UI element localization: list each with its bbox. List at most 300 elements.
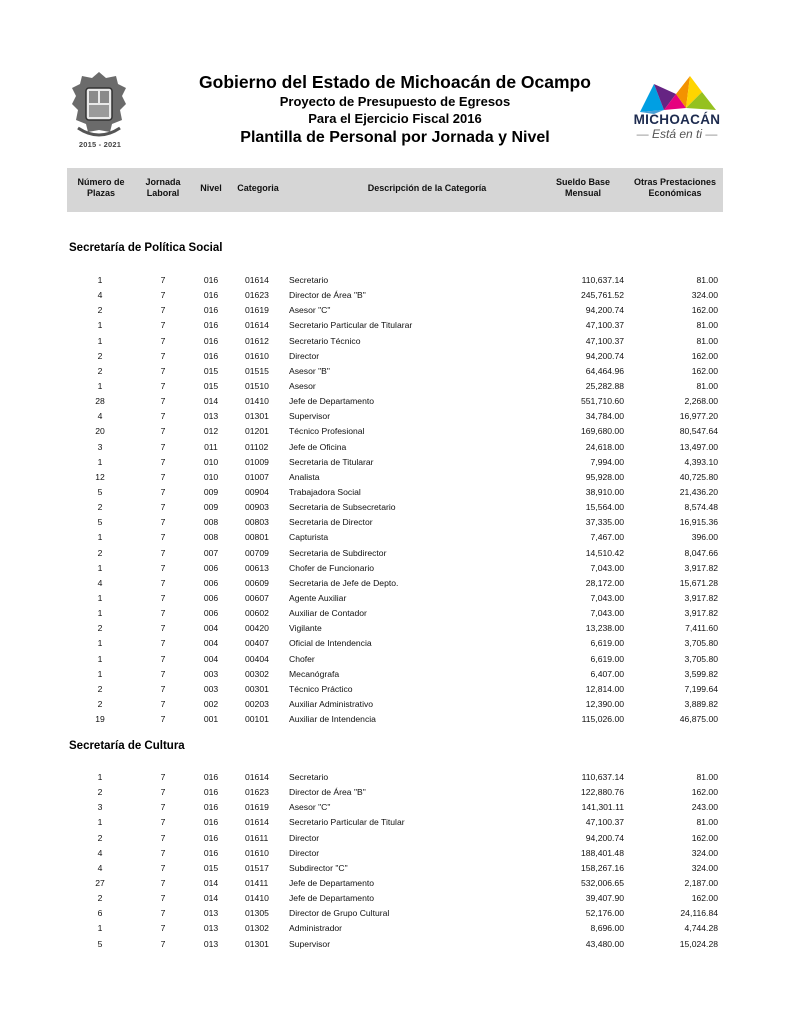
cell-plazas: 3 <box>97 802 103 813</box>
cell-plazas: 2 <box>97 698 103 709</box>
table-row <box>0 591 791 606</box>
table-row <box>0 530 791 545</box>
cell-jornada: 7 <box>160 653 166 664</box>
cell-descripcion: Supervisor <box>289 411 331 422</box>
cell-nivel: 004 <box>203 623 219 634</box>
cell-jornada: 7 <box>160 426 166 437</box>
cell-categoria: 01619 <box>245 802 269 813</box>
cell-descripcion: Chofer de Funcionario <box>289 562 375 573</box>
cell-jornada: 7 <box>160 893 166 904</box>
cell-jornada: 7 <box>160 698 166 709</box>
cell-descripcion: Auxiliar Administrativo <box>289 698 374 709</box>
cell-nivel: 016 <box>203 275 219 285</box>
cell-otras: 15,024.28 <box>679 938 718 949</box>
cell-nivel: 016 <box>203 787 219 798</box>
cell-descripcion: Trabajadora Social <box>289 486 361 497</box>
cell-nivel: 016 <box>203 802 219 813</box>
cell-otras: 16,915.36 <box>679 517 718 528</box>
page-subtitle-budget: Proyecto de Presupuesto de Egresos <box>279 94 511 109</box>
cell-otras: 13,497.00 <box>679 441 718 452</box>
cell-categoria: 00101 <box>245 714 269 725</box>
cell-categoria: 01517 <box>245 862 269 873</box>
cell-otras: 162.00 <box>691 832 718 843</box>
cell-nivel: 013 <box>203 908 219 919</box>
cell-otras: 81.00 <box>696 320 718 331</box>
cell-descripcion: Secretario <box>289 275 329 285</box>
cell-descripcion: Director <box>289 350 320 361</box>
cell-jornada: 7 <box>160 668 166 679</box>
cell-plazas: 20 <box>95 426 105 437</box>
cell-descripcion: Vigilante <box>289 623 322 634</box>
cell-jornada: 7 <box>160 532 166 543</box>
page-subtitle-staff: Plantilla de Personal por Jornada y Nivel <box>240 129 550 146</box>
cell-nivel: 016 <box>203 847 219 858</box>
cell-nivel: 006 <box>203 592 219 603</box>
cell-sueldo: 6,619.00 <box>590 638 624 649</box>
cell-sueldo: 532,006.65 <box>580 877 624 888</box>
logo-dash-left: — <box>636 127 652 141</box>
cell-sueldo: 52,176.00 <box>585 908 624 919</box>
cell-descripcion: Secretaria de Subdirector <box>289 547 387 558</box>
cell-otras: 324.00 <box>691 847 718 858</box>
cell-otras: 7,411.60 <box>685 623 718 634</box>
cell-nivel: 003 <box>203 683 219 694</box>
cell-otras: 3,705.80 <box>684 638 718 649</box>
cell-descripcion: Secretario Particular de Titular <box>289 817 405 828</box>
cell-otras: 81.00 <box>696 275 718 285</box>
cell-categoria: 01009 <box>245 456 269 467</box>
cell-categoria: 01610 <box>245 847 269 858</box>
cell-jornada: 7 <box>160 608 166 619</box>
cell-nivel: 015 <box>203 862 219 873</box>
table-row <box>0 424 791 439</box>
table-row <box>0 921 791 936</box>
table-row <box>0 697 791 712</box>
table-row <box>0 394 791 409</box>
cell-descripcion: Técnico Profesional <box>289 426 365 437</box>
cell-descripcion: Secretario Técnico <box>289 335 361 346</box>
table-row <box>0 379 791 394</box>
cell-jornada: 7 <box>160 772 166 782</box>
cell-sueldo: 47,100.37 <box>585 817 624 828</box>
cell-sueldo: 7,043.00 <box>590 562 624 573</box>
cell-nivel: 016 <box>203 832 219 843</box>
table-row <box>0 288 791 303</box>
cell-plazas: 1 <box>97 456 103 467</box>
cell-sueldo: 141,301.11 <box>581 802 624 813</box>
cell-plazas: 12 <box>95 471 105 482</box>
cell-categoria: 00904 <box>245 486 269 497</box>
table-row <box>0 334 791 349</box>
cell-jornada: 7 <box>160 335 166 346</box>
cell-descripcion: Analista <box>289 471 320 482</box>
cell-sueldo: 38,910.00 <box>585 486 624 497</box>
cell-nivel: 002 <box>203 698 219 709</box>
cell-nivel: 004 <box>203 638 219 649</box>
table-row <box>0 470 791 485</box>
table-row <box>0 800 791 815</box>
cell-jornada: 7 <box>160 847 166 858</box>
column-plazas: Número de Plazas <box>77 177 125 198</box>
cell-jornada: 7 <box>160 547 166 558</box>
cell-descripcion: Secretario Particular de Titularar <box>289 320 413 331</box>
cell-nivel: 016 <box>203 350 219 361</box>
table-row <box>0 712 791 727</box>
table-row <box>0 785 791 800</box>
table-row <box>0 364 791 379</box>
cell-plazas: 2 <box>97 893 103 904</box>
cell-sueldo: 7,043.00 <box>590 608 624 619</box>
cell-descripcion: Administrador <box>289 923 343 934</box>
cell-descripcion: Técnico Práctico <box>289 683 353 694</box>
cell-plazas: 2 <box>97 683 103 694</box>
cell-jornada: 7 <box>160 486 166 497</box>
cell-descripcion: Auxiliar de Intendencia <box>289 714 376 725</box>
cell-categoria: 00420 <box>245 623 269 634</box>
cell-plazas: 3 <box>97 441 103 452</box>
table-row <box>0 576 791 591</box>
cell-jornada: 7 <box>160 623 166 634</box>
cell-nivel: 011 <box>204 441 218 452</box>
cell-jornada: 7 <box>160 923 166 934</box>
table-row <box>0 876 791 891</box>
cell-descripcion: Capturista <box>289 532 329 543</box>
cell-plazas: 1 <box>97 275 103 285</box>
cell-nivel: 009 <box>203 502 219 513</box>
table-row <box>0 318 791 333</box>
table-row <box>0 621 791 636</box>
cell-sueldo: 115,026.00 <box>581 714 624 725</box>
cell-plazas: 1 <box>97 668 103 679</box>
cell-categoria: 00609 <box>245 577 269 588</box>
cell-descripcion: Secretaria de Subsecretario <box>289 502 396 513</box>
column-jornada: Jornada Laboral <box>145 177 181 198</box>
cell-descripcion: Mecanógrafa <box>289 668 340 679</box>
cell-jornada: 7 <box>160 305 166 316</box>
cell-nivel: 008 <box>203 532 219 543</box>
cell-categoria: 00203 <box>245 698 269 709</box>
document-header <box>170 72 620 148</box>
cell-sueldo: 47,100.37 <box>585 335 624 346</box>
table-row <box>0 515 791 530</box>
cell-jornada: 7 <box>160 517 166 528</box>
cell-sueldo: 94,200.74 <box>585 305 624 316</box>
cell-descripcion: Asesor "B" <box>289 365 330 376</box>
cell-sueldo: 7,467.00 <box>590 532 624 543</box>
cell-otras: 8,047.66 <box>684 547 718 558</box>
cell-jornada: 7 <box>160 862 166 873</box>
table-row <box>0 455 791 470</box>
cell-plazas: 4 <box>97 290 103 301</box>
cell-otras: 3,917.82 <box>684 608 718 619</box>
cell-categoria: 01623 <box>245 290 269 301</box>
cell-categoria: 00801 <box>245 532 269 543</box>
cell-descripcion: Asesor <box>289 380 316 391</box>
cell-nivel: 016 <box>203 817 219 828</box>
cell-jornada: 7 <box>160 290 166 301</box>
cell-descripcion: Jefe de Departamento <box>289 877 375 888</box>
cell-descripcion: Director de Área "B" <box>289 787 366 798</box>
cell-categoria: 01410 <box>245 396 269 407</box>
cell-otras: 162.00 <box>691 305 718 316</box>
cell-otras: 3,917.82 <box>684 592 718 603</box>
cell-jornada: 7 <box>160 577 166 588</box>
cell-sueldo: 110,637.14 <box>581 275 624 285</box>
cell-descripcion: Secretaria de Jefe de Depto. <box>289 577 399 588</box>
cell-categoria: 01614 <box>245 817 269 828</box>
cell-otras: 81.00 <box>696 335 718 346</box>
cell-plazas: 1 <box>97 335 103 346</box>
cell-otras: 24,116.84 <box>680 908 718 919</box>
cell-descripcion: Director <box>289 847 320 858</box>
table-row <box>0 500 791 515</box>
column-sueldo: Sueldo Base Mensual <box>555 177 611 198</box>
cell-plazas: 1 <box>97 320 103 331</box>
cell-descripcion: Asesor "C" <box>289 802 331 813</box>
table-row <box>0 682 791 697</box>
cell-sueldo: 110,637.14 <box>581 772 624 782</box>
table-row <box>0 546 791 561</box>
cell-jornada: 7 <box>160 938 166 949</box>
cell-sueldo: 25,282.88 <box>585 380 624 391</box>
cell-plazas: 1 <box>97 592 103 603</box>
cell-categoria: 01305 <box>245 908 269 919</box>
cell-sueldo: 94,200.74 <box>585 832 624 843</box>
table-row <box>0 561 791 576</box>
cell-descripcion: Secretario <box>289 772 329 782</box>
cell-nivel: 010 <box>203 456 219 467</box>
cell-sueldo: 43,480.00 <box>585 938 624 949</box>
table-column-header <box>67 168 723 212</box>
cell-categoria: 01007 <box>245 471 269 482</box>
column-otras: Otras Prestaciones Económicas <box>633 177 717 198</box>
cell-nivel: 016 <box>203 772 219 782</box>
cell-jornada: 7 <box>160 380 166 391</box>
cell-plazas: 1 <box>97 653 103 664</box>
cell-categoria: 01614 <box>245 275 269 285</box>
cell-categoria: 01510 <box>245 380 269 391</box>
cell-otras: 3,917.82 <box>684 562 718 573</box>
cell-descripcion: Director de Grupo Cultural <box>289 908 390 919</box>
table-row <box>0 906 791 921</box>
cell-jornada: 7 <box>160 320 166 331</box>
cell-plazas: 6 <box>97 908 103 919</box>
cell-otras: 162.00 <box>691 350 718 361</box>
cell-nivel: 003 <box>203 668 219 679</box>
cell-categoria: 01302 <box>245 923 269 934</box>
section-title-cultura: Secretaría de Cultura <box>69 740 185 752</box>
cell-jornada: 7 <box>160 832 166 843</box>
cell-nivel: 015 <box>203 380 219 391</box>
cell-otras: 4,744.28 <box>684 923 718 934</box>
cell-sueldo: 24,618.00 <box>585 441 624 452</box>
cell-plazas: 4 <box>97 847 103 858</box>
cell-categoria: 00803 <box>245 517 269 528</box>
cell-jornada: 7 <box>160 592 166 603</box>
cell-jornada: 7 <box>160 471 166 482</box>
table-row <box>0 667 791 682</box>
cell-categoria: 00903 <box>245 502 269 513</box>
cell-otras: 7,199.64 <box>684 683 718 694</box>
cell-jornada: 7 <box>160 802 166 813</box>
cell-descripcion: Supervisor <box>289 938 331 949</box>
cell-jornada: 7 <box>160 456 166 467</box>
cell-categoria: 01612 <box>245 335 269 346</box>
cell-sueldo: 8,696.00 <box>590 923 624 934</box>
cell-sueldo: 39,407.90 <box>585 893 624 904</box>
cell-plazas: 5 <box>97 486 103 497</box>
cell-nivel: 014 <box>203 893 219 904</box>
cell-plazas: 1 <box>97 532 103 543</box>
cell-categoria: 01201 <box>245 426 269 437</box>
section-rows-politica-social <box>0 273 791 727</box>
page-title: Gobierno del Estado de Michoacán de Ocampo <box>199 72 591 92</box>
table-row <box>0 861 791 876</box>
cell-sueldo: 158,267.16 <box>580 862 624 873</box>
cell-plazas: 1 <box>97 608 103 619</box>
cell-otras: 3,889.82 <box>684 698 718 709</box>
cell-categoria: 01614 <box>245 320 269 331</box>
cell-categoria: 01301 <box>245 411 269 422</box>
table-row <box>0 349 791 364</box>
cell-descripcion: Oficial de Intendencia <box>289 638 372 649</box>
section-title-politica-social: Secretaría de Política Social <box>69 242 223 254</box>
cell-plazas: 1 <box>97 562 103 573</box>
cell-otras: 46,875.00 <box>679 714 718 725</box>
cell-sueldo: 47,100.37 <box>585 320 624 331</box>
cell-sueldo: 28,172.00 <box>585 577 624 588</box>
cell-nivel: 015 <box>203 365 219 376</box>
cell-otras: 81.00 <box>696 772 718 782</box>
cell-jornada: 7 <box>160 908 166 919</box>
cell-nivel: 016 <box>203 335 219 346</box>
cell-nivel: 008 <box>203 517 219 528</box>
cell-plazas: 1 <box>97 772 103 782</box>
cell-otras: 4,393.10 <box>684 456 718 467</box>
cell-descripcion: Jefe de Departamento <box>289 893 375 904</box>
cell-otras: 324.00 <box>691 862 718 873</box>
table-row <box>0 606 791 621</box>
cell-nivel: 013 <box>203 938 219 949</box>
cell-jornada: 7 <box>160 787 166 798</box>
cell-categoria: 01611 <box>245 832 269 843</box>
cell-plazas: 1 <box>97 923 103 934</box>
table-row <box>0 937 791 952</box>
cell-otras: 3,599.82 <box>684 668 718 679</box>
cell-jornada: 7 <box>160 411 166 422</box>
cell-categoria: 01614 <box>245 772 269 782</box>
cell-nivel: 013 <box>203 411 219 422</box>
table-row <box>0 636 791 651</box>
cell-sueldo: 34,784.00 <box>585 411 624 422</box>
cell-descripcion: Secretaria de Titularar <box>289 456 374 467</box>
cell-nivel: 001 <box>203 714 219 725</box>
cell-plazas: 28 <box>95 396 105 407</box>
cell-jornada: 7 <box>160 877 166 888</box>
cell-jornada: 7 <box>160 714 166 725</box>
cell-descripcion: Director de Área "B" <box>289 290 366 301</box>
cell-categoria: 00407 <box>245 638 269 649</box>
section-rows-cultura <box>0 770 791 952</box>
cell-sueldo: 12,814.00 <box>585 683 624 694</box>
cell-jornada: 7 <box>160 817 166 828</box>
cell-otras: 243.00 <box>691 802 718 813</box>
cell-plazas: 2 <box>97 623 103 634</box>
logo-tagline <box>624 127 730 141</box>
cell-nivel: 013 <box>203 923 219 934</box>
cell-jornada: 7 <box>160 396 166 407</box>
cell-categoria: 00301 <box>245 683 269 694</box>
cell-plazas: 4 <box>97 411 103 422</box>
cell-categoria: 01411 <box>245 877 269 888</box>
cell-descripcion: Secretaria de Director <box>289 517 373 528</box>
cell-nivel: 016 <box>203 320 219 331</box>
cell-otras: 21,436.20 <box>679 486 718 497</box>
cell-nivel: 014 <box>203 877 219 888</box>
cell-sueldo: 94,200.74 <box>585 350 624 361</box>
logo-dash-right: — <box>702 127 718 141</box>
cell-jornada: 7 <box>160 365 166 376</box>
cell-nivel: 004 <box>203 653 219 664</box>
table-row <box>0 303 791 318</box>
cell-descripcion: Agente Auxiliar <box>289 592 347 603</box>
cell-jornada: 7 <box>160 441 166 452</box>
cell-categoria: 01610 <box>245 350 269 361</box>
cell-categoria: 00613 <box>245 562 269 573</box>
cell-plazas: 2 <box>97 547 103 558</box>
cell-descripcion: Jefe de Departamento <box>289 396 375 407</box>
cell-nivel: 010 <box>203 471 219 482</box>
logo-wordmark: MICHOACÁN <box>633 112 721 127</box>
cell-descripcion: Asesor "C" <box>289 305 331 316</box>
logo-tagline-text: Está en ti <box>651 127 703 141</box>
table-row <box>0 485 791 500</box>
table-row <box>0 440 791 455</box>
cell-nivel: 006 <box>203 608 219 619</box>
cell-otras: 40,725.80 <box>679 471 718 482</box>
cell-categoria: 00709 <box>245 547 269 558</box>
cell-plazas: 2 <box>97 832 103 843</box>
cell-categoria: 01301 <box>245 938 269 949</box>
cell-plazas: 1 <box>97 638 103 649</box>
cell-categoria: 00607 <box>245 592 269 603</box>
cell-sueldo: 551,710.60 <box>580 396 624 407</box>
table-row <box>0 891 791 906</box>
cell-sueldo: 37,335.00 <box>585 517 624 528</box>
column-nivel: Nivel <box>200 183 222 193</box>
cell-otras: 324.00 <box>691 290 718 301</box>
cell-otras: 16,977.20 <box>679 411 718 422</box>
cell-descripcion: Director <box>289 832 320 843</box>
seal-years: 2015 - 2021 <box>78 140 122 149</box>
cell-categoria: 01410 <box>245 893 269 904</box>
cell-otras: 80,547.64 <box>679 426 718 437</box>
cell-plazas: 1 <box>97 380 103 391</box>
cell-jornada: 7 <box>160 275 166 285</box>
cell-otras: 396.00 <box>691 532 718 543</box>
cell-nivel: 014 <box>203 396 219 407</box>
cell-nivel: 009 <box>203 486 219 497</box>
cell-categoria: 01623 <box>245 787 269 798</box>
cell-plazas: 2 <box>97 502 103 513</box>
cell-otras: 162.00 <box>691 365 718 376</box>
cell-jornada: 7 <box>160 502 166 513</box>
cell-sueldo: 14,510.42 <box>585 547 624 558</box>
cell-nivel: 007 <box>203 547 219 558</box>
table-row <box>0 831 791 846</box>
cell-descripcion: Subdirector "C" <box>289 862 348 873</box>
cell-plazas: 2 <box>97 305 103 316</box>
